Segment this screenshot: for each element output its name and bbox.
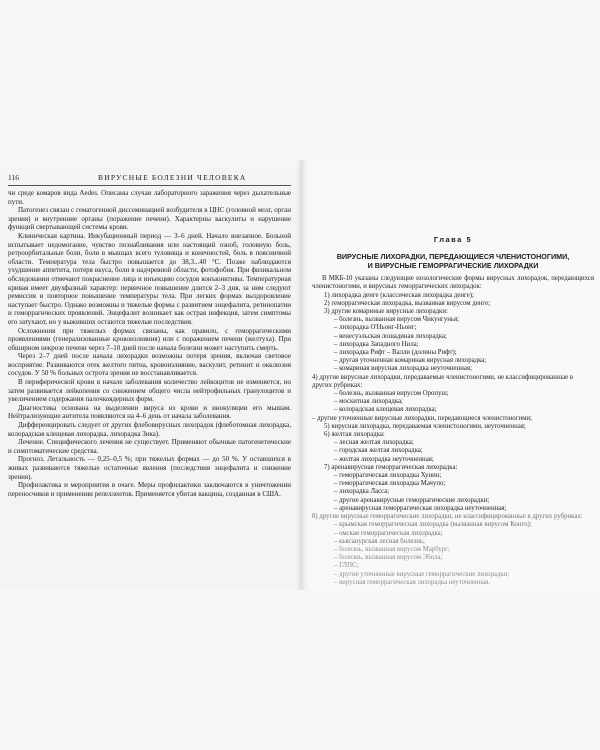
list-item: – лихорадка Западного Нила; xyxy=(334,340,419,348)
paragraph: Через 2–7 дней после начала лихорадки возможны потеря зрения, включая световое восприятие. Развиваются отек желтого пятна, кровоизлияние, васкулит, ретинит и окклюзия сосудов. У 50 % больных острота зрения не восстанавливается. xyxy=(8,352,291,378)
paragraph: Осложнения при тяжелых формах связаны, как правило, с геморрагическими проявлениями (генерализованные кровоизлияния) или с поражением печени (желтуха). При обширном некрозе печени через 7–10 дней после начала болезни может наступить смерть. xyxy=(8,326,291,352)
list-item: 5) вирусная лихорадка, передаваемая членистоногими, неуточненная; xyxy=(324,422,526,430)
paragraph: чи среде комаров вида Aedes. Описаны случаи лабораторного заражения через дыхательные пути. xyxy=(8,189,291,206)
list-item: 3) другие комариные вирусные лихорадки: xyxy=(324,308,448,316)
list-item: – лихорадка Рифт – Валли (долины Рифт); xyxy=(334,349,457,357)
paragraph: Дифференцировать следует от других флебовирусных лихорадок (флеботомная лихорадка, колорадская клещевая лихорадка, лихорадка Зика). xyxy=(8,421,291,438)
list-item: – крымская геморрагическая лихорадка (вызванная вирусом Конго); xyxy=(334,521,532,529)
list-item: – колорадская клещевая лихорадка; xyxy=(334,406,437,414)
paragraph: Профилактика и мероприятия в очаге. Меры профилактики заключаются в уничтожении переносчиков и применении репеллентов. Применяется убитая вакцина, созданная в США. xyxy=(8,481,291,498)
paragraph: Патогенез связан с гематогенной диссеминацией возбудителя в ЦНС (головной мозг, орган зрения) и внутренние органы (поражение печени). Характерны васкулиты и нарушение функций свертывающей системы крови. xyxy=(8,206,291,232)
list-item: – другие уточненные вирусные геморрагические лихорадки; xyxy=(334,570,510,578)
list-item: – аренавирусная геморрагическая лихорадка неуточненная; xyxy=(334,504,507,512)
running-title: ВИРУСНЫЕ БОЛЕЗНИ ЧЕЛОВЕКА xyxy=(98,173,247,182)
list-item: – городская желтая лихорадка; xyxy=(334,447,423,455)
page-number: 116 xyxy=(8,173,19,182)
nosology-list xyxy=(312,292,594,587)
list-item: – лихорадка Ласса; xyxy=(334,488,390,496)
header-rule xyxy=(8,185,291,186)
paragraph: Лечение. Специфического лечения не существует. Применяют обычные патогенетические и симптоматические средства. xyxy=(8,438,291,455)
chapter-title-line: И ВИРУСНЫЕ ГЕМОРРАГИЧЕСКИЕ ЛИХОРАДКИ xyxy=(367,261,539,271)
list-item: – болезнь, вызванная вирусом Эбола; xyxy=(334,554,443,562)
list-item: – москитная лихорадка; xyxy=(334,398,403,406)
list-item: – венесуэльская лошадиная лихорадка; xyxy=(334,332,447,340)
paragraph: Клиническая картина. Инкубационный период — 3–6 дней. Начало внезапное. Больной испытывает недомогание, чувство познабливания или настоящий озноб, головную боль, ретроорбитальные боли, боли в мышцах всего туловища и конечностей, боль в поясничной области. Температура тела быстро повышается до 38,3...40 °С. Позже наблюдаются ухудшение аппетита, потеря вкуса, боли в надчревной области, фотофобия. При физикальном обследовании отмечают покраснение лица и инъекцию сосудов конъюнктивы. Температурная кривая имеет двухфазный характер: первичное повышение длится 2–3 дня, за ним следуют ремиссия и повторное повышение температуры тела. При легких формах выздоровление наступает быстро. Однако возможны и тяжелые формы с развитием энцефалита, ретинопатии и геморрагических проявлений. Энцефалит возникает как острая инфекция, затем симптомы его затухают, но у выживших остаются тяжелые последствия. xyxy=(8,231,291,326)
chapter-title-line: ВИРУСНЫЕ ЛИХОРАДКИ, ПЕРЕДАЮЩИЕСЯ ЧЛЕНИСТОНОГИМИ, xyxy=(336,252,570,262)
list-item: – другие уточненные вирусные лихорадки, передающиеся членистоногими; xyxy=(312,414,532,422)
list-item: – геморрагическая лихорадка Хунин; xyxy=(334,472,442,480)
list-item: 4) другие вирусные лихорадки, передаваемые членистоногими, не классифицированные в других рубриках: xyxy=(312,373,574,389)
list-item: 7) аренавирусная геморрагическая лихорадка: xyxy=(324,463,458,471)
list-item: – другие аренавирусные геморрагические лихорадки; xyxy=(334,496,490,504)
chapter-title xyxy=(312,252,594,270)
list-item: 2) геморрагическая лихорадка, вызванная вирусом денге; xyxy=(324,299,491,307)
chapter-number: Глава 5 xyxy=(433,235,473,244)
list-item: – лихорадка О'Ньонг-Ньонг; xyxy=(334,324,417,332)
list-item: – лесная желтая лихорадка; xyxy=(334,439,414,447)
right-text-column xyxy=(312,236,594,587)
list-item: 8) другие вирусные геморрагические лихорадки, не классифицированные в других рубриках: xyxy=(312,513,583,521)
paragraph: Диагностика основана на выделении вируса из крови и инокуляции его мышам. Нейтрализующие антитела появляются на 4–6 день от начала заболевания. xyxy=(8,403,291,421)
list-item: – ГЛПС; xyxy=(334,562,359,570)
list-item: 1) лихорадка денге (классическая лихорадка денге); xyxy=(324,291,474,299)
paragraph: В периферической крови в начале заболевания количество лейкоцитов не изменяется, но затем развивается лейкопения со снижением общего числа нейтрофильных гранулоцитов и увеличением содержания палочкоядерных форм. xyxy=(8,378,291,404)
list-item: – омская геморрагическая лихорадка; xyxy=(334,529,443,537)
left-text-column xyxy=(8,189,291,498)
book-gutter xyxy=(296,160,310,590)
list-item: – другая уточненная комариная вирусная лихорадка; xyxy=(334,357,487,365)
list-item: – вирусная геморрагическая лихорадка неуточненная. xyxy=(334,578,490,586)
list-item: – кьясанурская лесная болезнь; xyxy=(334,537,425,545)
list-item: – комариная вирусная лихорадка неуточненная; xyxy=(334,365,472,373)
list-item: – геморрагическая лихорадка Мачупо; xyxy=(334,480,446,488)
list-item: – желтая лихорадка неуточненная; xyxy=(334,455,434,463)
list-item: – болезнь, вызванная вирусом Оропуш; xyxy=(334,390,449,398)
list-item: – болезнь, вызванная вирусом Чикунгунья; xyxy=(334,316,459,324)
paragraph: Прогноз. Летальность — 0,25–0,5 %; при тяжелых формах — до 50 %. У оставшихся в живых развиваются тяжелые остаточные явления (последствия энцефалита и снижение зрения). xyxy=(8,455,291,481)
running-header xyxy=(8,173,291,185)
intro-paragraph: В МКБ-10 указаны следующие нозологические формы вирусных лихорадок, передающихся членистоногими, и вирусных геморрагических лихорадок: xyxy=(312,275,594,291)
list-item: 6) желтая лихорадка: xyxy=(324,431,385,439)
list-item: – болезнь, вызванная вирусом Марбург; xyxy=(334,545,450,553)
